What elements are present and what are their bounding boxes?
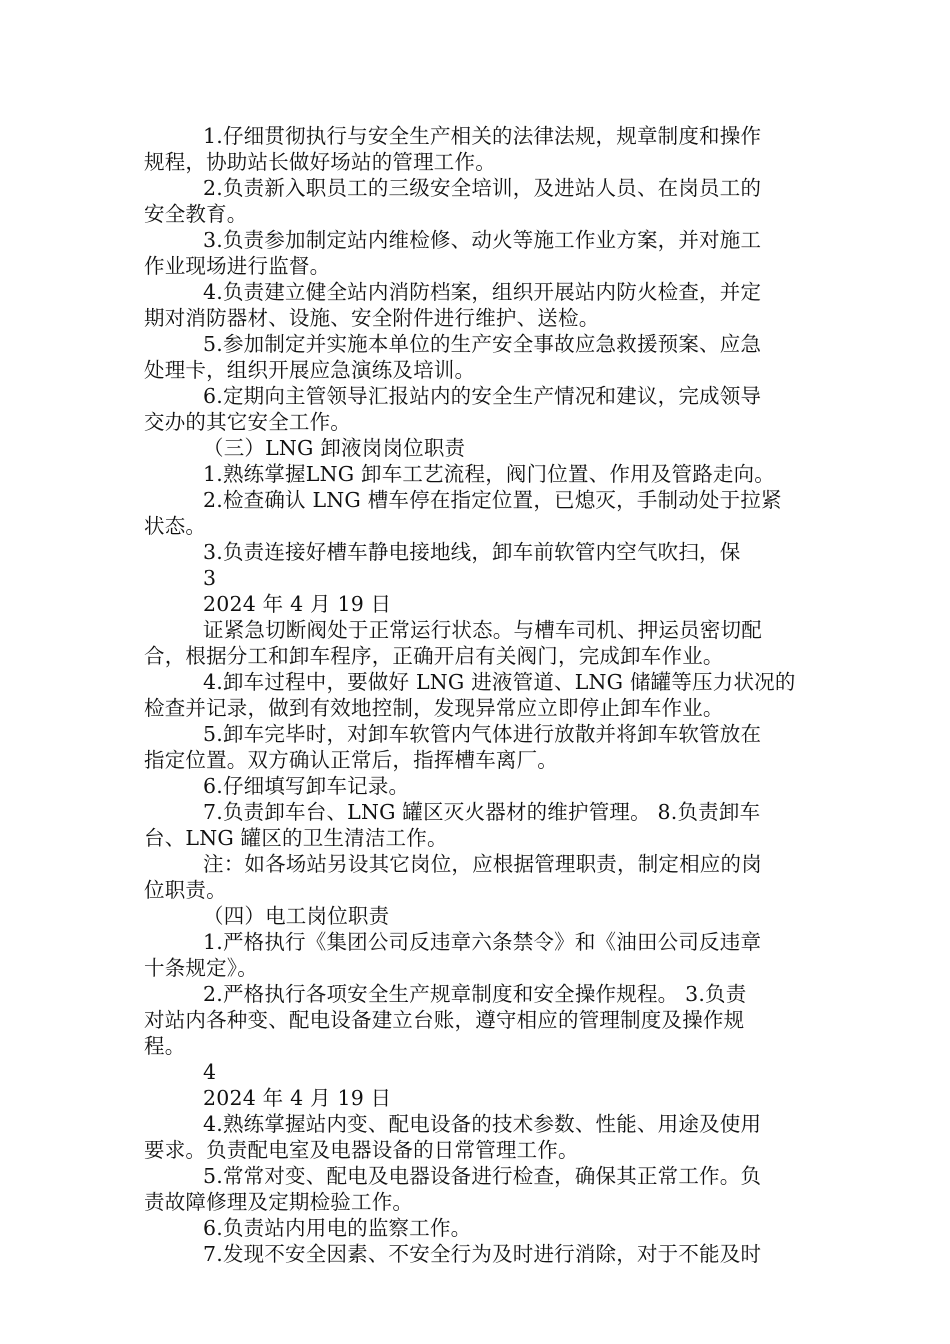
text-line: 2.负责新入职员工的三级安全培训，及进站人员、在岗员工的 (203, 176, 762, 200)
page-date: 2024 年 4 月 19 日 (203, 592, 392, 616)
text-line: 规程，协助站长做好场站的管理工作。 (144, 150, 496, 174)
text-line: 7.负责卸车台、LNG 罐区灭火器材的维护管理。 8.负责卸车 (203, 800, 761, 824)
text-line: 台、LNG 罐区的卫生清洁工作。 (144, 826, 448, 850)
text-line: 状态。 (144, 514, 207, 538)
text-line: 5.参加制定并实施本单位的生产安全事故应急救援预案、应急 (203, 332, 762, 356)
text-line: 6.负责站内用电的监察工作。 (203, 1216, 472, 1240)
text-line: 对站内各种变、配电设备建立台账，遵守相应的管理制度及操作规 (144, 1008, 745, 1032)
text-line: 4.熟练掌握站内变、配电设备的技术参数、性能、用途及使用 (203, 1112, 762, 1136)
section-heading: （三）LNG 卸液岗岗位职责 (203, 436, 466, 460)
text-line: 2.检查确认 LNG 槽车停在指定位置，已熄灭，手制动处于拉紧 (203, 488, 782, 512)
text-line: 2.严格执行各项安全生产规章制度和安全操作规程。 3.负责 (203, 982, 747, 1006)
text-line: 处理卡，组织开展应急演练及培训。 (144, 358, 476, 382)
text-line: 1.严格执行《集团公司反违章六条禁令》和《油田公司反违章 (203, 930, 762, 954)
text-line: 5.卸车完毕时，对卸车软管内气体进行放散并将卸车软管放在 (203, 722, 762, 746)
text-line: 作业现场进行监督。 (144, 254, 331, 278)
text-line: 1.熟练掌握LNG 卸车工艺流程，阀门位置、作用及管路走向。 (203, 462, 776, 486)
text-line: 7.发现不安全因素、不安全行为及时进行消除，对于不能及时 (203, 1242, 762, 1266)
text-line: 责故障修理及定期检验工作。 (144, 1190, 414, 1214)
text-line: 安全教育。 (144, 202, 248, 226)
text-line: 交办的其它安全工作。 (144, 410, 351, 434)
text-line: 期对消防器材、设施、安全附件进行维护、送检。 (144, 306, 600, 330)
text-line: 证紧急切断阀处于正常运行状态。与槽车司机、押运员密切配 (203, 618, 762, 642)
text-line: 5.常常对变、配电及电器设备进行检查，确保其正常工作。负 (203, 1164, 762, 1188)
note-line: 注：如各场站另设其它岗位，应根据管理职责，制定相应的岗 (203, 852, 762, 876)
text-line: 1.仔细贯彻执行与安全生产相关的法律法规，规章制度和操作 (203, 124, 762, 148)
text-line: 指定位置。双方确认正常后，指挥槽车离厂。 (144, 748, 558, 772)
text-line: 4.卸车过程中，要做好 LNG 进液管道、LNG 储罐等压力状况的 (203, 670, 796, 694)
text-line: 3.负责参加制定站内维检修、动火等施工作业方案，并对施工 (203, 228, 762, 252)
page-number: 3 (203, 566, 217, 590)
text-line: 要求。负责配电室及电器设备的日常管理工作。 (144, 1138, 579, 1162)
text-line: 合，根据分工和卸车程序，正确开启有关阀门，完成卸车作业。 (144, 644, 724, 668)
text-line: 6.定期向主管领导汇报站内的安全生产情况和建议，完成领导 (203, 384, 762, 408)
text-line: 检查并记录，做到有效地控制，发现异常应立即停止卸车作业。 (144, 696, 724, 720)
page-number: 4 (203, 1060, 217, 1084)
text-line: 3.负责连接好槽车静电接地线，卸车前软管内空气吹扫，保 (203, 540, 741, 564)
text-line: 十条规定》。 (144, 956, 258, 980)
text-line: 程。 (144, 1034, 186, 1058)
text-line: 4.负责建立健全站内消防档案，组织开展站内防火检查，并定 (203, 280, 762, 304)
page-date: 2024 年 4 月 19 日 (203, 1086, 392, 1110)
text-line: 6.仔细填写卸车记录。 (203, 774, 410, 798)
note-line: 位职责。 (144, 878, 227, 902)
section-heading: （四）电工岗位职责 (203, 904, 390, 928)
